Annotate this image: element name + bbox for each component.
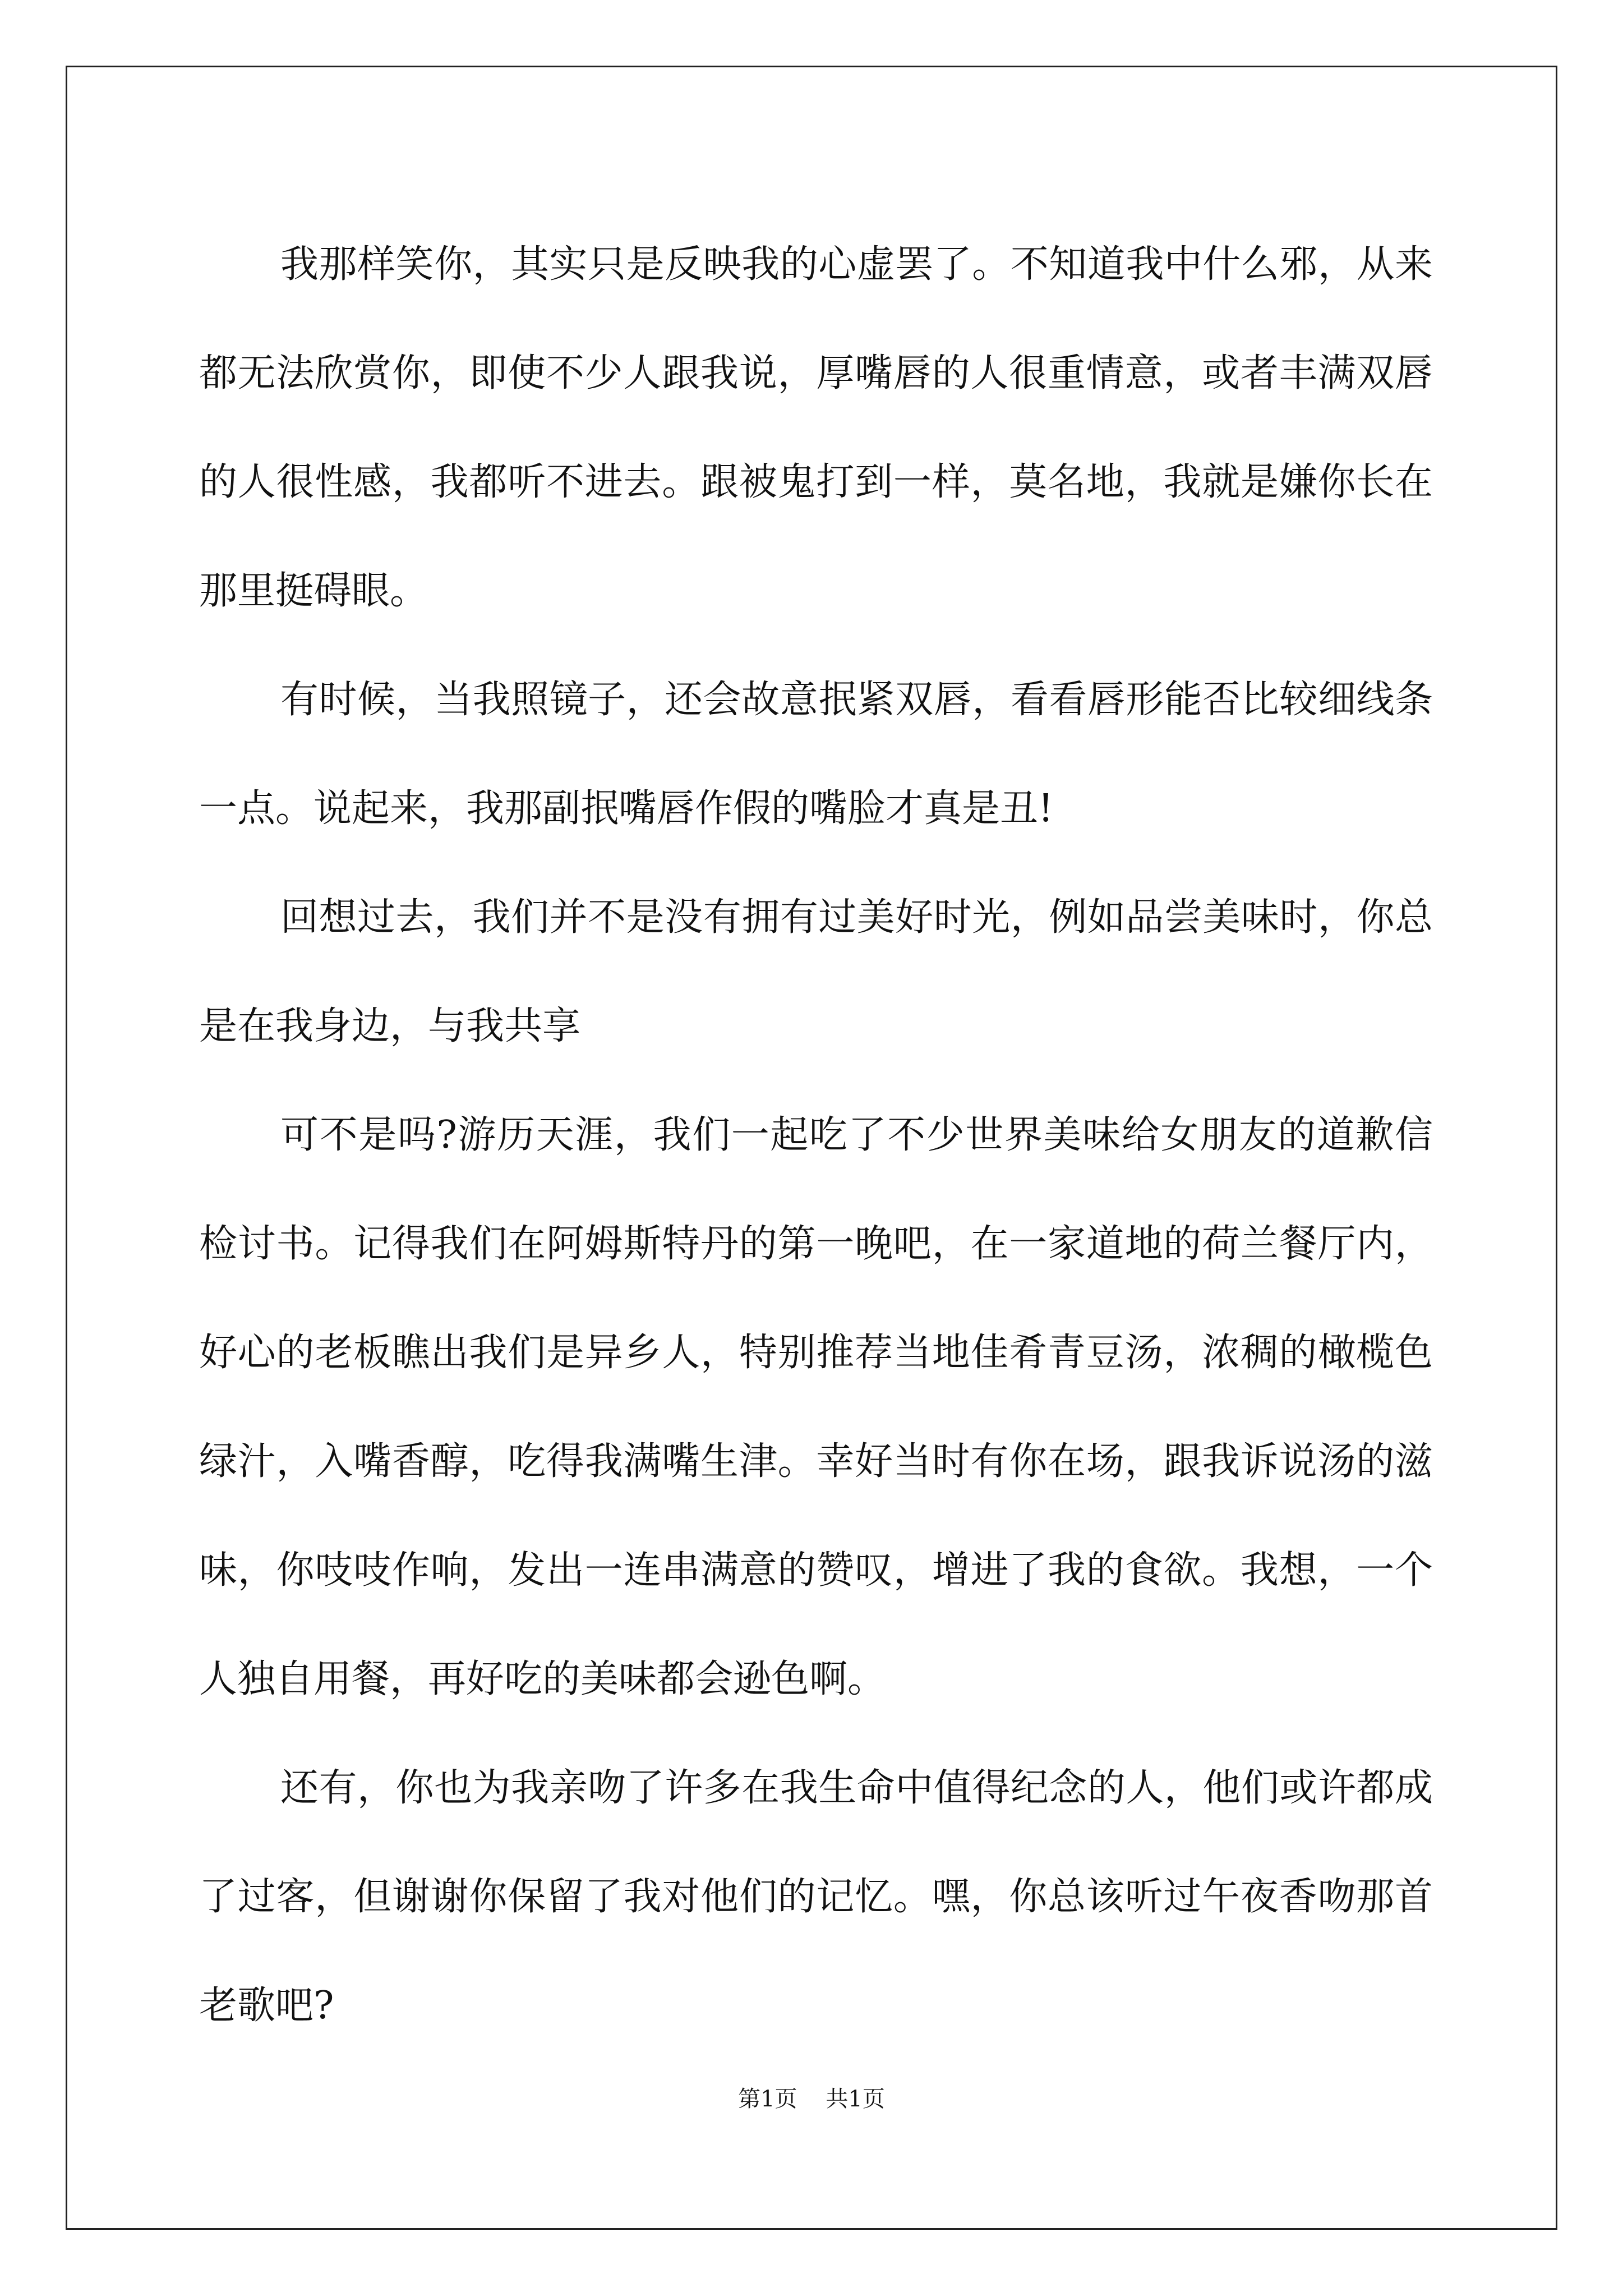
page-number: 第1页: [738, 2086, 797, 2112]
paragraph-1: 我那样笑你，其实只是反映我的心虚罢了。不知道我中什么邪，从来都无法欣赏你，即使不少人跟我说，厚嘴唇的人很重情意，或者丰满双唇的人很性感，我都听不进去。跟被鬼打到一样，莫名地，我就是嫌你长在那里挺碍眼。: [199, 242, 1433, 613]
page-footer: [0, 2082, 1623, 2116]
total-pages: 共1页: [826, 2086, 885, 2112]
document-body: [199, 210, 1433, 2060]
paragraph-4: 可不是吗?游历天涯，我们一起吃了不少世界美味给女朋友的道歉信检讨书。记得我们在阿姆斯特丹的第一晚吧，在一家道地的荷兰餐厅内，好心的老板瞧出我们是异乡人，特别推荐当地佳肴青豆汤，浓稠的橄榄色绿汁，入嘴香醇，吃得我满嘴生津。幸好当时有你在场，跟我诉说汤的滋味，你吱吱作响，发出一连串满意的赞叹，增进了我的食欲。我想，一个人独自用餐，再好吃的美味都会逊色啊。: [199, 1113, 1433, 1701]
paragraph-2: 有时候，当我照镜子，还会故意抿紧双唇，看看唇形能否比较细线条一点。说起来，我那副抿嘴唇作假的嘴脸才真是丑!: [199, 678, 1433, 831]
paragraph-3: 回想过去，我们并不是没有拥有过美好时光，例如品尝美味时，你总是在我身边，与我共享: [199, 895, 1433, 1048]
paragraph-5: 还有，你也为我亲吻了许多在我生命中值得纪念的人，他们或许都成了过客，但谢谢你保留了我对他们的记忆。嘿，你总该听过午夜香吻那首老歌吧?: [199, 1766, 1433, 2028]
